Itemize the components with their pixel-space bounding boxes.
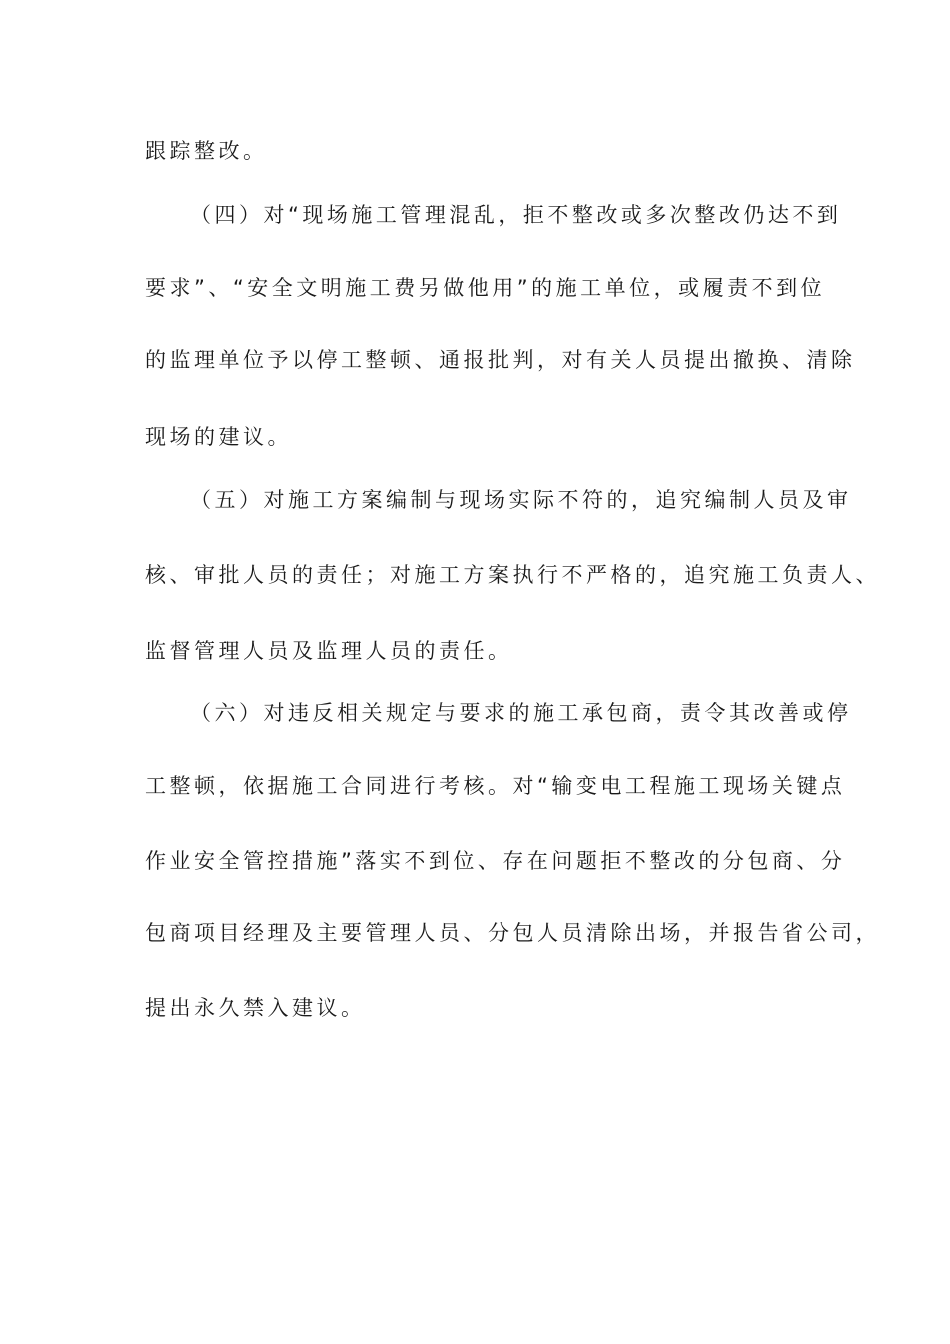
text-line: （五）对施工方案编制与现场实际不符的，追究编制人员及审 — [190, 488, 852, 512]
text-line: 提出永久禁入建议。 — [145, 996, 366, 1020]
text-line: 跟踪整改。 — [145, 139, 268, 163]
text-line: 作业安全管控措施”落实不到位、存在问题拒不整改的分包商、分 — [145, 849, 846, 873]
text-line: 现场的建议。 — [145, 425, 292, 449]
text-line: 监督管理人员及监理人员的责任。 — [145, 639, 513, 663]
text-line: 核、审批人员的责任；对施工方案执行不严格的，追究施工负责人、 — [145, 563, 880, 587]
text-line: 要求”、“安全文明施工费另做他用”的施工单位，或履责不到位 — [145, 276, 826, 300]
text-line: （四）对“现场施工管理混乱，拒不整改或多次整改仍达不到 — [190, 203, 842, 227]
text-line: 的监理单位予以停工整顿、通报批判，对有关人员提出撤换、清除 — [145, 348, 856, 372]
text-line: （六）对违反相关规定与要求的施工承包商，责令其改善或停 — [190, 701, 852, 725]
text-line: 工整顿，依据施工合同进行考核。对“输变电工程施工现场关键点 — [145, 774, 846, 798]
text-line: 包商项目经理及主要管理人员、分包人员清除出场，并报告省公司， — [145, 921, 880, 945]
